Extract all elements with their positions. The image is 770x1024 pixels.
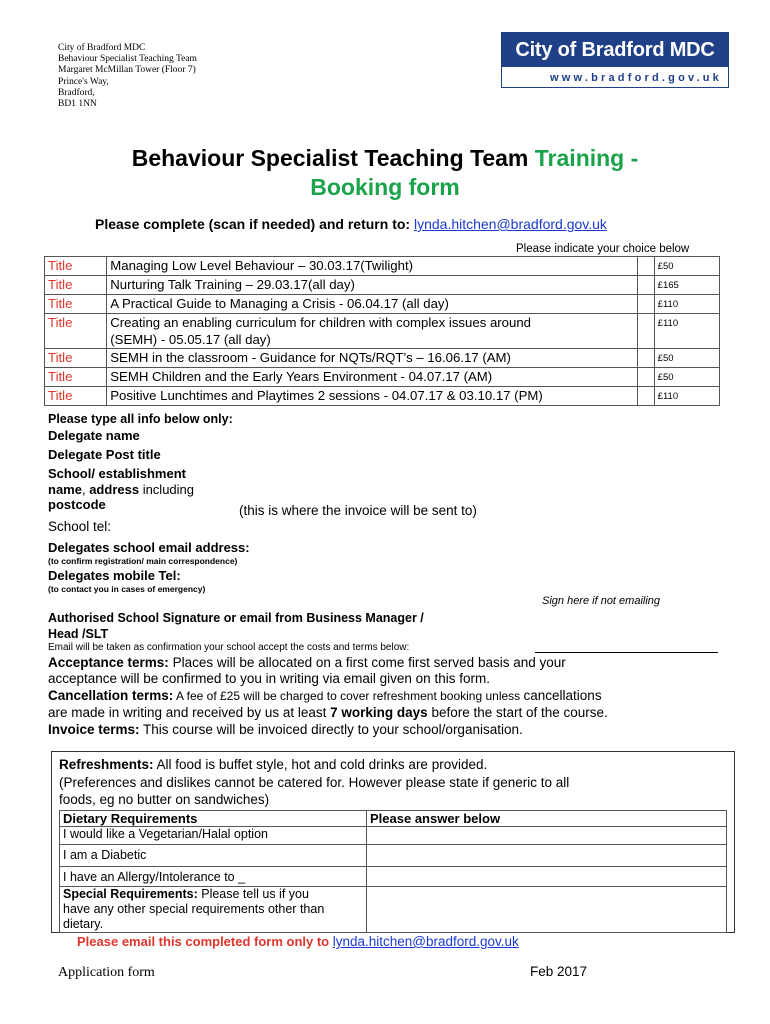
price-text: £110 (657, 318, 679, 329)
dietary-row (60, 845, 727, 867)
course-price (654, 368, 719, 387)
course-name (107, 349, 637, 368)
answer-header: Please answer below (367, 811, 727, 827)
courses-table (44, 256, 720, 406)
application-form-label: Application form (58, 965, 155, 980)
dietary-answer-input[interactable] (367, 827, 727, 845)
return-email-link[interactable]: lynda.hitchen@bradford.gov.uk (413, 216, 607, 232)
course-price (654, 314, 719, 349)
course-checkbox[interactable] (637, 295, 654, 314)
course-checkbox[interactable] (637, 349, 654, 368)
refreshments-label: Refreshments: (59, 757, 154, 772)
school-label-line1: School/ establishment (48, 466, 186, 481)
course-checkbox[interactable] (637, 314, 654, 349)
cancellation-text-2: are made in writing and received by us at least (48, 705, 331, 720)
course-line: (SEMH) - 05.05.17 (all day) (110, 332, 271, 347)
logo-title: City of Bradford MDC (502, 33, 728, 67)
special-label: Special Requirements: (63, 887, 198, 901)
course-row (45, 368, 720, 387)
dietary-header-row (60, 811, 727, 827)
return-instructions (95, 216, 607, 232)
working-days: 7 working days (330, 705, 428, 720)
course-checkbox[interactable] (637, 276, 654, 295)
refreshments-line: All food is buffet style, hot and cold drinks are provided. (153, 757, 488, 772)
title-part1: Behaviour Specialist Teaching Team (131, 145, 535, 171)
logo-url: www.bradford.gov.uk (549, 72, 722, 84)
course-line: SEMH in the classroom - Guidance for NQTs/RQT’s – 16.06.17 (AM) (110, 350, 511, 365)
invoice-note: (this is where the invoice will be sent to) (239, 503, 477, 518)
invoice-label: Invoice terms: (48, 722, 140, 737)
refreshments-line: (Preferences and dislikes cannot be catered for. However please state if generic to all (59, 774, 570, 790)
course-price (654, 295, 719, 314)
school-tel-field[interactable]: School tel: (48, 519, 112, 534)
price-text: £50 (657, 261, 674, 272)
cancellation-label: Cancellation terms: (48, 688, 174, 703)
course-name (107, 387, 637, 406)
footer-email-line (77, 934, 519, 949)
course-row (45, 349, 720, 368)
auth-signature-label-2: Head /SLT (48, 627, 109, 641)
dietary-question: I am a Diabetic (60, 845, 367, 867)
refreshments-line: foods, eg no butter on sandwiches) (59, 792, 270, 807)
special-text: have any other special requirements other than (63, 902, 325, 916)
address-line: Prince's Way, (58, 76, 109, 87)
title-part2: Training - (534, 145, 639, 171)
dietary-question: I have an Allergy/Intolerance to _ (60, 867, 367, 887)
course-row (45, 314, 720, 349)
course-title-select[interactable]: Title (45, 387, 107, 406)
dietary-answer-input[interactable] (367, 845, 727, 867)
cancellation-text: A fee of £25 will be charged to cover refreshment booking unless (173, 689, 524, 703)
delegate-name-field[interactable]: Delegate name (48, 428, 140, 443)
address-line: Behaviour Specialist Teaching Team (58, 54, 197, 65)
school-name-word: name (48, 482, 82, 497)
acceptance-text: Places will be allocated on a first come first served basis and your (168, 655, 566, 670)
delegate-post-field[interactable]: Delegate Post title (48, 447, 161, 462)
refreshments-text (59, 756, 569, 809)
refreshments-box (51, 751, 735, 933)
special-requirements (60, 887, 367, 933)
price-text: £110 (657, 391, 679, 402)
acceptance-terms-2: acceptance will be confirmed to you in writing via email given on this form. (48, 671, 490, 686)
cancellation-word: cancellations (523, 688, 602, 703)
course-name (107, 276, 637, 295)
dietary-table (59, 810, 727, 933)
course-name (107, 257, 637, 276)
course-price (654, 387, 719, 406)
school-label-line2 (48, 482, 194, 497)
footer-email-label: Please email this completed form only to (77, 934, 333, 949)
course-title-select[interactable]: Title (45, 349, 107, 368)
course-row (45, 257, 720, 276)
signature-line[interactable] (535, 652, 718, 653)
choice-note: Please indicate your choice below (516, 243, 690, 255)
address-line: City of Bradford MDC (58, 43, 146, 53)
invoice-terms (48, 722, 523, 737)
price-text: £50 (657, 372, 674, 383)
page-title (0, 143, 770, 173)
course-price (654, 276, 719, 295)
course-line: Nurturing Talk Training – 29.03.17(all day) (110, 277, 355, 292)
course-checkbox[interactable] (637, 387, 654, 406)
course-title-select[interactable]: Title (45, 276, 107, 295)
return-label: Please complete (scan if needed) and return to: (95, 216, 414, 232)
special-text: Please tell us if you (197, 887, 309, 901)
course-line: SEMH Children and the Early Years Environment - 04.07.17 (AM) (110, 369, 493, 384)
address-line: BD1 1NN (58, 99, 97, 110)
course-title-select[interactable]: Title (45, 295, 107, 314)
address-line: Bradford, (58, 87, 95, 98)
special-text: dietary. (63, 917, 104, 931)
school-address-field[interactable]: postcode (48, 497, 106, 512)
dietary-answer-input[interactable] (367, 867, 727, 887)
acceptance-terms-1 (48, 655, 566, 670)
course-name (107, 314, 637, 349)
price-text: £110 (657, 299, 679, 310)
auth-signature-label-1: Authorised School Signature or email from Business Manager / (48, 611, 424, 625)
cancellation-terms-2 (48, 705, 608, 720)
delegate-email-note: (to confirm registration/ main correspondence) (48, 556, 238, 566)
course-line: Positive Lunchtimes and Playtimes 2 sessions - 04.07.17 & 03.10.17 (PM) (110, 388, 543, 403)
course-title-select[interactable]: Title (45, 314, 107, 349)
course-line: A Practical Guide to Managing a Crisis - 06.04.17 (all day) (110, 296, 449, 311)
course-name (107, 368, 637, 387)
delegate-mobile-field[interactable]: Delegates mobile Tel: (48, 568, 181, 583)
cancellation-terms-1 (48, 688, 602, 703)
course-price (654, 257, 719, 276)
special-answer-input[interactable] (367, 887, 727, 933)
title-booking-form: Booking form (310, 174, 460, 200)
course-row (45, 276, 720, 295)
course-row (45, 295, 720, 314)
sender-address (58, 43, 197, 110)
comma: , (81, 482, 90, 497)
course-row (45, 387, 720, 406)
including-word: including (139, 482, 195, 497)
course-checkbox[interactable] (637, 368, 654, 387)
cancellation-text-3: before the start of the course. (427, 705, 608, 720)
course-line: Creating an enabling curriculum for children with complex issues around (110, 315, 532, 330)
dietary-question: I would like a Vegetarian/Halal option (60, 827, 367, 845)
delegate-email-field[interactable]: Delegates school email address: (48, 540, 250, 555)
course-title-select[interactable]: Title (45, 257, 107, 276)
form-date: Feb 2017 (530, 964, 588, 979)
course-name (107, 295, 637, 314)
dietary-row (60, 867, 727, 887)
course-title-select[interactable]: Title (45, 368, 107, 387)
address-line: Margaret McMillan Tower (Floor 7) (58, 65, 196, 76)
footer-email-link[interactable]: lynda.hitchen@bradford.gov.uk (332, 934, 519, 949)
course-price (654, 349, 719, 368)
dietary-header: Dietary Requirements (60, 811, 367, 827)
price-text: £165 (657, 280, 679, 291)
email-confirm-note: Email will be taken as confirmation your school accept the costs and terms below: (48, 642, 410, 653)
dietary-row (60, 887, 727, 933)
course-line: Managing Low Level Behaviour – 30.03.17(Twilight) (110, 258, 414, 273)
type-all-heading: Please type all info below only: (48, 412, 233, 426)
delegate-mobile-note: (to contact you in cases of emergency) (48, 584, 206, 594)
dietary-row (60, 827, 727, 845)
address-word: address (89, 482, 140, 497)
invoice-text: This course will be invoiced directly to your school/organisation. (139, 722, 523, 737)
sign-note: Sign here if not emailing (542, 595, 661, 607)
price-text: £50 (657, 353, 674, 364)
course-checkbox[interactable] (637, 257, 654, 276)
bradford-logo (501, 32, 729, 88)
acceptance-label: Acceptance terms: (48, 655, 169, 670)
